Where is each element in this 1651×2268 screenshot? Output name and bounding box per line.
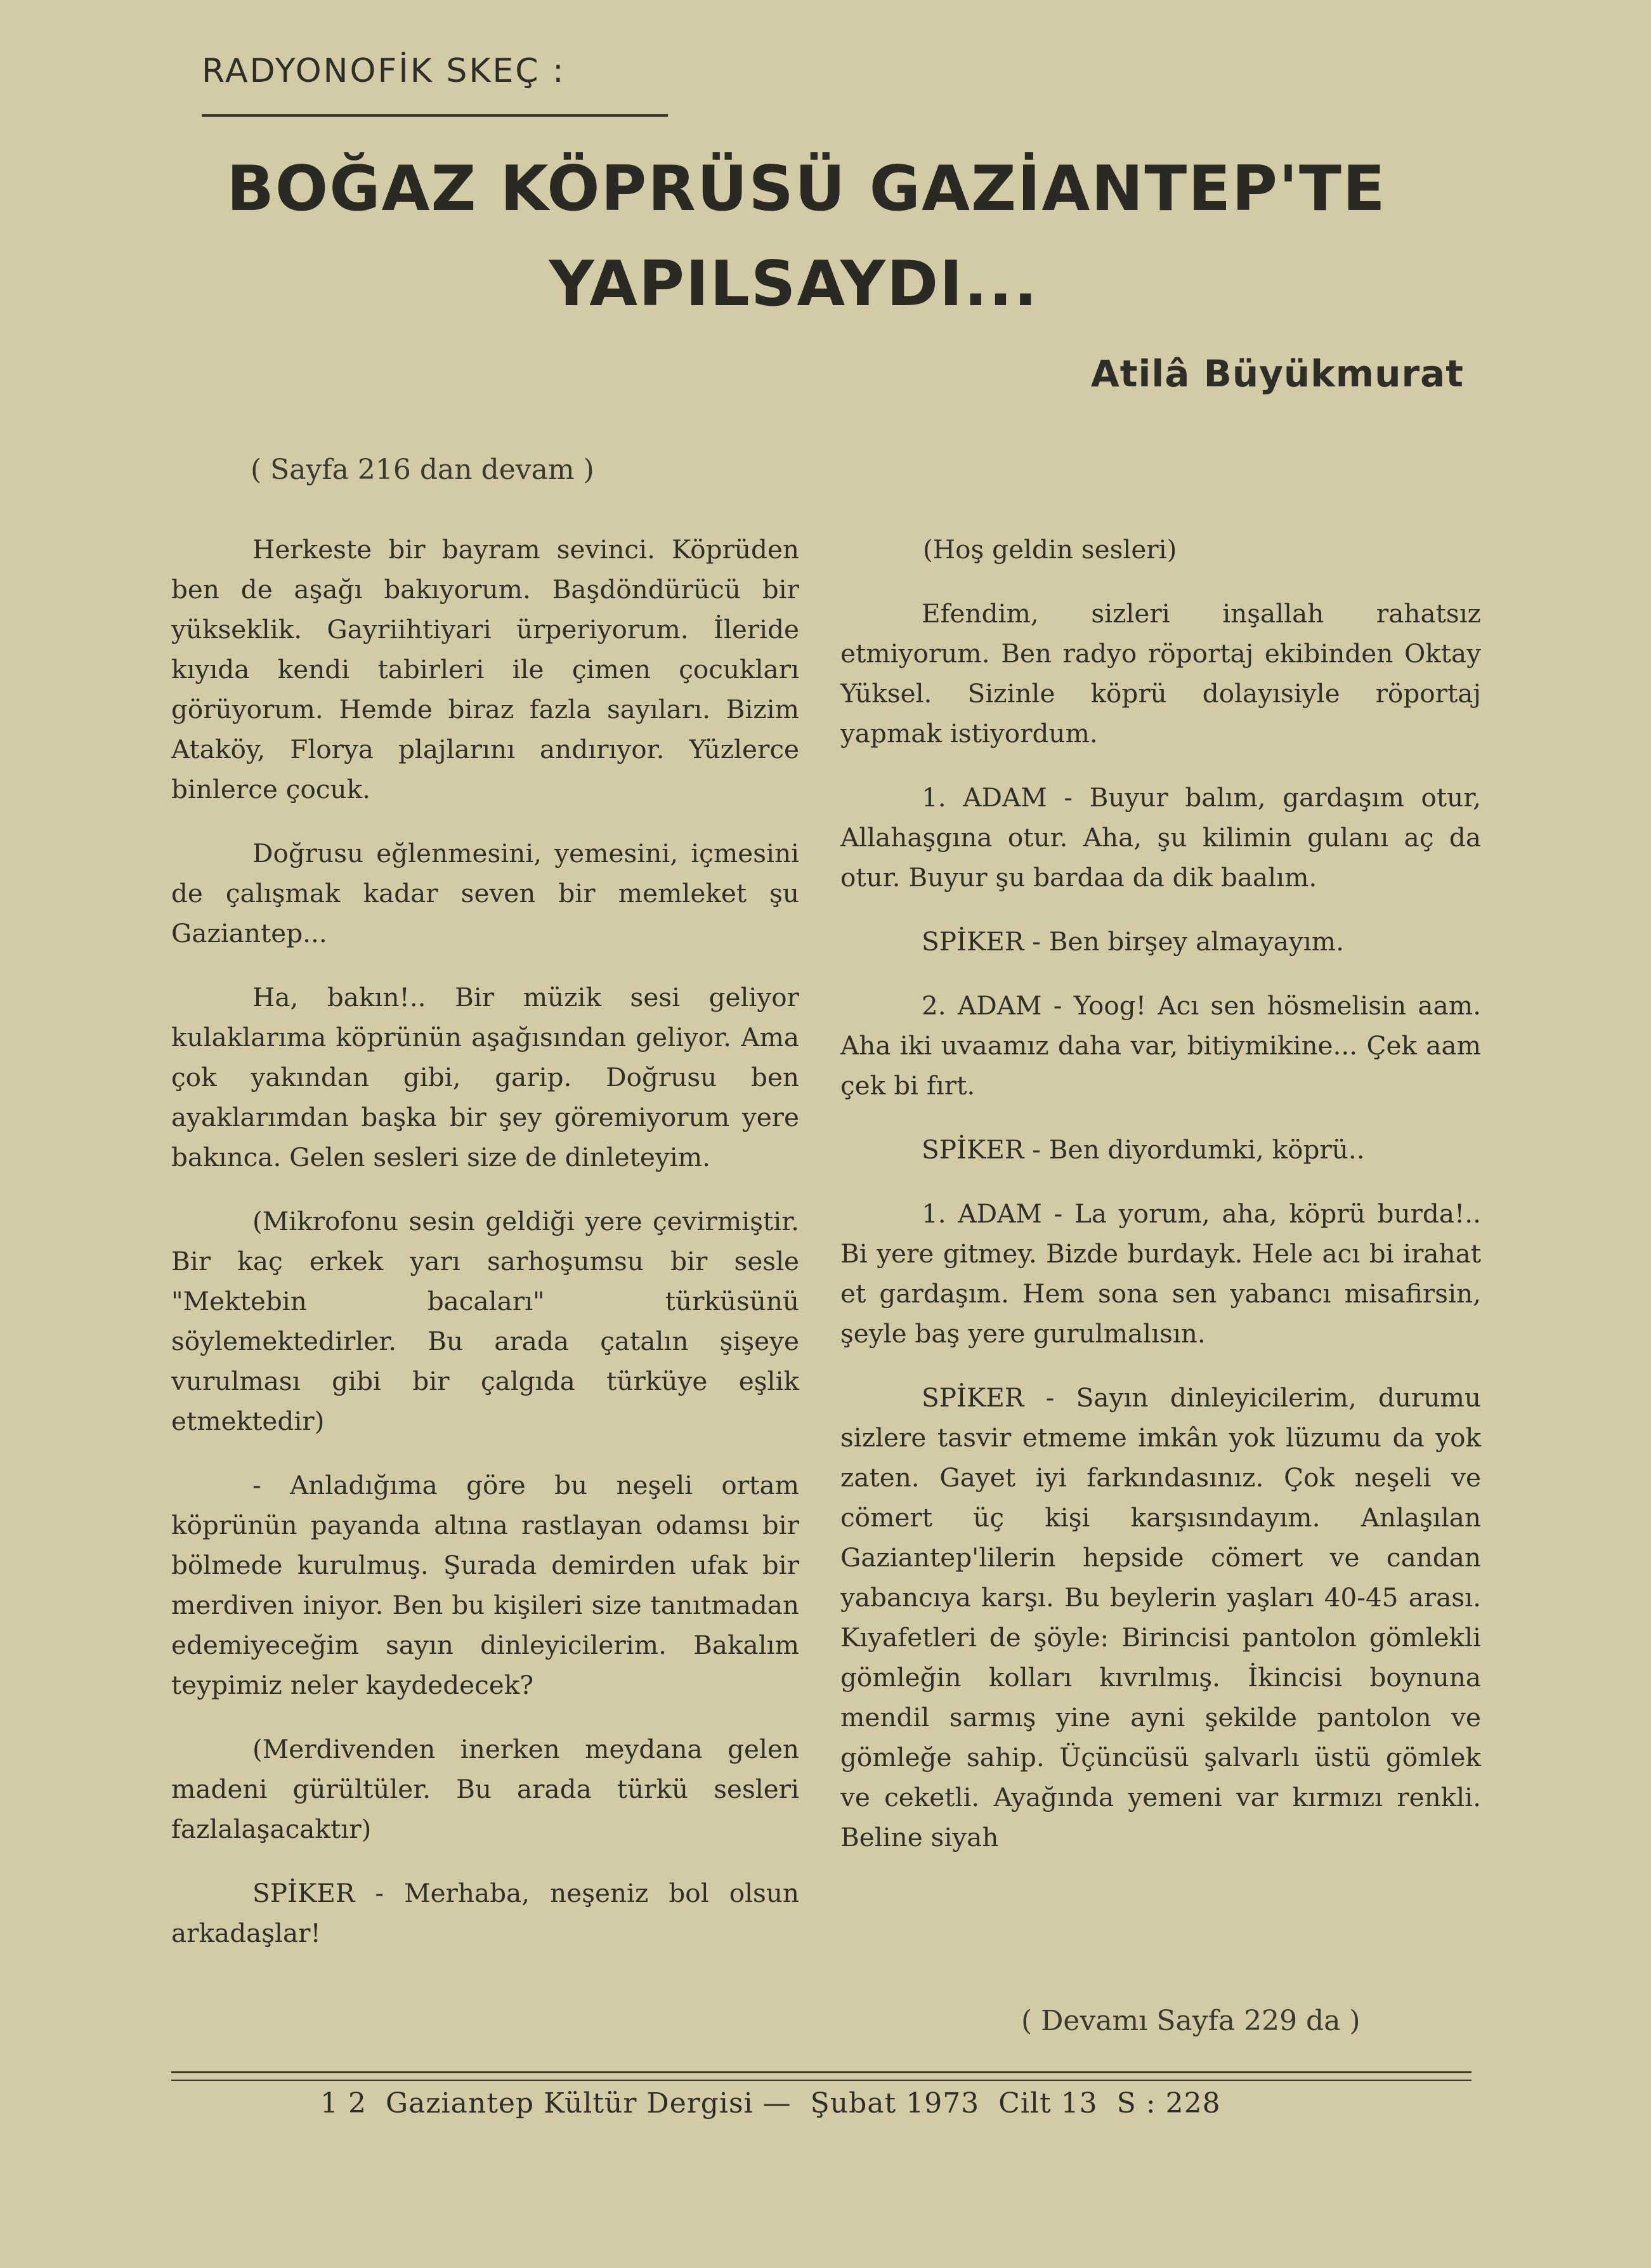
- article-title-line-1: BOĞAZ KÖPRÜSÜ GAZİANTEP'TE: [226, 153, 1387, 225]
- paragraph: 1. ADAM - Buyur balım, gardaşım otur, Allahaşgına otur. Aha, şu kilimin gulanı aç da otur. Buyur şu bardaa da dik baalım.: [840, 782, 1481, 893]
- paragraph: Herkeste bir bayram sevinci. Köprüden ben de aşağı bakıyorum. Başdöndürücü bir yükseklik. Gayriihtiyari ürperiyorum. İleride kıyıda kendi tabirleri ile çimen çocukları görüyorum. Hemde biraz fazla sayıları. Bizim Ataköy, Florya plajlarını andırıyor. Yüzlerce binlerce çocuk.: [171, 534, 799, 804]
- paragraph: (Hoş geldin sesleri): [923, 534, 1177, 565]
- paragraph: Efendim, sizleri inşallah rahatsız etmiyorum. Ben radyo röportaj ekibinden Oktay Yüksel. Sizinle köprü dolayısiyle röportaj yapmak istiyordum.: [840, 598, 1481, 749]
- continued-on-note: ( Devamı Sayfa 229 da ): [1021, 2005, 1361, 2037]
- paragraph: Doğrusu eğlenmesini, yemesini, içmesini de çalışmak kadar seven bir memleket şu Gaziantep...: [171, 838, 799, 948]
- continuation-note: ( Sayfa 216 dan devam ): [251, 454, 594, 486]
- page-footer: [320, 2087, 1240, 2120]
- issue-date: Şubat 1973: [810, 2087, 980, 2120]
- paragraph: (Mikrofonu sesin geldiği yere çevirmiştir. Bir kaç erkek yarı sarhoşumsu bir sesle "Mektebin bacaları" türküsünü söylemektedirler. Bu arada çatalın şişeye vurulması gibi bir çalgıda türküye eşlik etmektedir): [171, 1206, 799, 1436]
- journal-name: Gaziantep Kültür Dergisi —: [385, 2087, 792, 2120]
- left-column: [171, 530, 799, 1977]
- page-number: 1 2: [320, 2087, 367, 2120]
- paragraph: 1. ADAM - La yorum, aha, köprü burda!.. Bi yere gitmey. Bizde burdayk. Hele acı bi irahat et gardaşım. Hem sona sen yabancı misafirsin, şeyle baş yere gurulmalısın.: [840, 1198, 1481, 1349]
- section-label: RADYONOFİK SKEÇ :: [202, 52, 566, 90]
- paragraph: 2. ADAM - Yoog! Acı sen hösmelisin aam. Aha iki uvaamız daha var, bitiymikine... Çek aam çek bi fırt.: [840, 990, 1481, 1101]
- paragraph: Ha, bakın!.. Bir müzik sesi geliyor kulaklarıma köprünün aşağısından geliyor. Ama çok yakından gibi, garip. Doğrusu ben ayaklarımdan başka bir şey göremiyorum yere bakınca. Gelen sesleri size de dinleteyim.: [171, 982, 799, 1172]
- paragraph: SPİKER - Ben diyordumki, köprü..: [922, 1134, 1365, 1165]
- paragraph: SPİKER - Merhaba, neşeniz bol olsun arkadaşlar!: [171, 1878, 799, 1948]
- right-column: [840, 530, 1481, 1882]
- author-name: Atilâ Büyükmurat: [1090, 352, 1464, 395]
- paragraph: SPİKER - Ben birşey almayayım.: [922, 926, 1344, 957]
- volume-number: Cilt 13: [998, 2087, 1098, 2120]
- section-divider: [202, 114, 668, 117]
- paragraph: - Anladığıma göre bu neşeli ortam köprünün payanda altına rastlayan odamsı bir bölmede kurulmuş. Şurada demirden ufak bir merdiven iniyor. Ben bu kişileri size tanıtmadan edemiyeceğim sayın dinleyicilerim. Bakalım teypimiz neler kaydedecek?: [171, 1470, 799, 1700]
- issue-number: S : 228: [1116, 2087, 1221, 2120]
- paragraph: (Merdivenden inerken meydana gelen madeni gürültüler. Bu arada türkü sesleri fazlalaşacaktır): [171, 1734, 799, 1844]
- footer-divider: [171, 2080, 1472, 2081]
- paragraph: SPİKER - Sayın dinleyicilerim, durumu sizlere tasvir etmeme imkân yok lüzumu da yok zaten. Gayet iyi farkındasınız. Çok neşeli ve cömert üç kişi karşısındayım. Anlaşılan Gaziantep'lilerin hepside cömert ve candan yabancıya karşı. Bu beylerin yaşları 40-45 arası. Kıyafetleri de şöyle: Birincisi pantolon gömlekli gömleğin kolları kıvrılmış. İkincisi boynuna mendil sarmış yine ayni şekilde pantolon ve gömleğe sahip. Üçüncüsü şalvarlı üstü gömlek ve ceketli. Ayağında yemeni var kırmızı renkli. Beline siyah: [840, 1382, 1481, 1852]
- article-title-line-2: YAPILSAYDI...: [549, 248, 1039, 320]
- footer-divider: [171, 2071, 1472, 2073]
